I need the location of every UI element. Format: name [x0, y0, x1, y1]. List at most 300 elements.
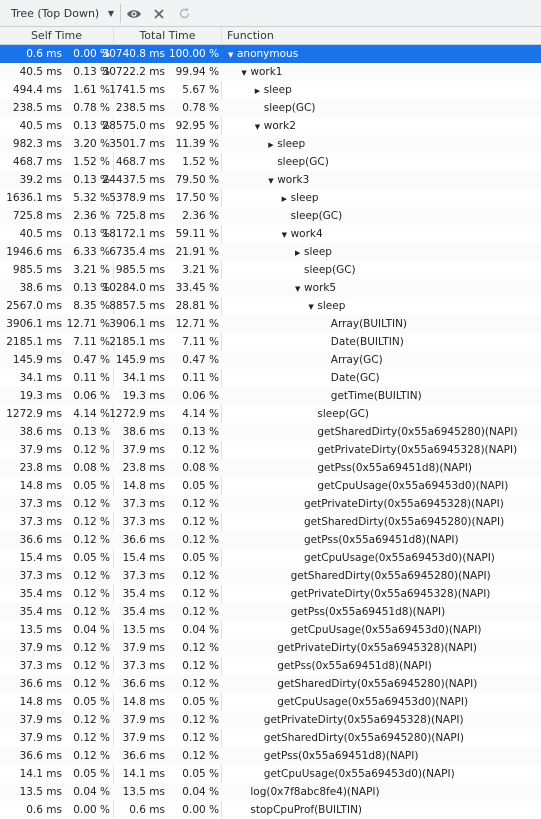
- self-time-cell: 37.9 ms: [19, 642, 62, 654]
- function-cell: [322, 315, 407, 333]
- function-name: sleep(GC): [263, 102, 316, 114]
- self-percent-cell: 3.20 %: [73, 138, 110, 150]
- function-name: getCpuUsage(0x55a69453d0)(NAPI): [304, 552, 495, 564]
- self-time-cell: 0.6 ms: [26, 804, 62, 816]
- self-percent-cell: 5.32 %: [73, 192, 110, 204]
- self-percent-cell: 0.12 %: [73, 714, 110, 726]
- self-percent-cell: 0.12 %: [73, 606, 110, 618]
- function-cell: [295, 513, 504, 531]
- total-time-cell: 24437.5 ms: [102, 174, 165, 186]
- function-name: getPss(0x55a69451d8)(NAPI): [304, 534, 459, 546]
- total-percent-cell: 0.05 %: [182, 768, 219, 780]
- exclude-button[interactable]: [149, 4, 169, 23]
- self-percent-cell: 0.12 %: [73, 588, 110, 600]
- table-row[interactable]: [0, 81, 541, 99]
- total-time-cell: 13.5 ms: [122, 786, 165, 798]
- function-cell: [295, 495, 504, 513]
- total-percent-cell: 100.00 %: [168, 48, 219, 60]
- chevron-down-icon: ▼: [107, 9, 115, 18]
- function-cell: [282, 621, 482, 639]
- self-percent-cell: 0.13 %: [73, 120, 110, 132]
- function-cell: [308, 441, 517, 459]
- table-row[interactable]: [0, 207, 541, 225]
- total-percent-cell: 0.04 %: [182, 624, 219, 636]
- close-icon: [153, 8, 165, 20]
- function-cell: [255, 729, 464, 747]
- function-cell: [295, 531, 459, 549]
- function-cell: [255, 747, 419, 765]
- self-time-cell: 2185.1 ms: [6, 336, 62, 348]
- total-percent-cell: 0.04 %: [182, 786, 219, 798]
- total-percent-cell: 0.12 %: [182, 678, 219, 690]
- total-percent-cell: 4.14 %: [182, 408, 219, 420]
- function-name: sleep: [263, 84, 292, 96]
- self-time-cell: 982.3 ms: [12, 138, 62, 150]
- focus-button[interactable]: [124, 4, 144, 23]
- self-percent-cell: 0.06 %: [73, 390, 110, 402]
- table-row[interactable]: [0, 459, 541, 477]
- total-percent-cell: 0.12 %: [182, 498, 219, 510]
- table-row[interactable]: [0, 45, 541, 63]
- function-name: sleep(GC): [304, 264, 356, 276]
- function-name: getPrivateDirty(0x55a6945328)(NAPI): [277, 642, 477, 654]
- total-time-cell: 37.3 ms: [122, 498, 165, 510]
- total-time-cell: 30722.2 ms: [102, 66, 165, 78]
- function-name: sleep(GC): [317, 408, 370, 420]
- self-time-cell: 14.8 ms: [19, 480, 62, 492]
- self-time-cell: 14.1 ms: [19, 768, 62, 780]
- collapse-triangle-icon[interactable]: ▶: [281, 195, 287, 203]
- total-time-cell: 37.3 ms: [122, 570, 165, 582]
- total-percent-cell: 0.05 %: [182, 552, 219, 564]
- self-percent-cell: 8.35 %: [73, 300, 110, 312]
- total-percent-cell: 3.21 %: [182, 264, 219, 276]
- total-time-cell: 1272.9 ms: [109, 408, 165, 420]
- self-percent-cell: 0.08 %: [73, 462, 110, 474]
- function-name: getCpuUsage(0x55a69453d0)(NAPI): [290, 624, 482, 636]
- function-name: Date(GC): [330, 372, 380, 384]
- function-name: getPss(0x55a69451d8)(NAPI): [263, 750, 419, 762]
- self-percent-cell: 0.00 %: [73, 804, 110, 816]
- table-row[interactable]: [0, 117, 541, 135]
- function-cell: [282, 225, 323, 243]
- total-time-cell: 13.5 ms: [122, 624, 165, 636]
- self-time-cell: 38.6 ms: [19, 282, 62, 294]
- self-time-cell: 38.6 ms: [19, 426, 62, 438]
- total-percent-cell: 0.12 %: [182, 588, 219, 600]
- self-time-cell: 37.9 ms: [19, 444, 62, 456]
- self-percent-cell: 0.13 %: [73, 426, 110, 438]
- function-cell: [308, 477, 508, 495]
- table-row[interactable]: [0, 153, 541, 171]
- function-name: work3: [277, 174, 310, 186]
- total-time-cell: 8857.5 ms: [109, 300, 165, 312]
- total-time-cell: 37.9 ms: [122, 642, 165, 654]
- total-percent-cell: 0.12 %: [182, 714, 219, 726]
- self-percent-cell: 0.12 %: [73, 732, 110, 744]
- function-name: sleep(GC): [290, 210, 343, 222]
- self-percent-cell: 0.11 %: [73, 372, 110, 384]
- self-time-cell: 37.3 ms: [19, 498, 62, 510]
- function-name: sleep: [317, 300, 346, 312]
- total-percent-cell: 0.12 %: [182, 750, 219, 762]
- table-row[interactable]: [0, 351, 541, 369]
- function-cell: [322, 351, 383, 369]
- collapse-triangle-icon[interactable]: ▶: [268, 141, 274, 149]
- self-time-cell: 13.5 ms: [19, 624, 62, 636]
- total-percent-cell: 0.47 %: [182, 354, 219, 366]
- total-time-cell: 10284.0 ms: [102, 282, 165, 294]
- total-time-cell: 985.5 ms: [115, 264, 165, 276]
- table-row[interactable]: [0, 261, 541, 279]
- function-name: sleep: [290, 192, 319, 204]
- self-percent-cell: 0.13 %: [73, 66, 110, 78]
- total-time-cell: 35.4 ms: [122, 606, 165, 618]
- self-time-cell: 40.5 ms: [19, 228, 62, 240]
- total-percent-cell: 0.12 %: [182, 570, 219, 582]
- total-time-header[interactable]: Total Time: [139, 29, 196, 42]
- self-time-cell: 14.8 ms: [19, 696, 62, 708]
- function-name: getPss(0x55a69451d8)(NAPI): [317, 462, 473, 474]
- total-percent-cell: 0.11 %: [182, 372, 219, 384]
- self-percent-cell: 0.04 %: [73, 786, 110, 798]
- total-percent-cell: 5.67 %: [182, 84, 219, 96]
- table-row[interactable]: [0, 279, 541, 297]
- self-percent-cell: 0.05 %: [73, 768, 110, 780]
- refresh-icon: [178, 7, 191, 20]
- function-name: Array(BUILTIN): [330, 318, 408, 330]
- total-time-cell: 19.3 ms: [122, 390, 165, 402]
- function-name: log(0x7f8abc8fe4)(NAPI): [250, 786, 380, 798]
- total-time-cell: 5378.9 ms: [109, 192, 165, 204]
- function-cell: [282, 567, 491, 585]
- total-time-cell: 14.1 ms: [122, 768, 165, 780]
- function-cell: [295, 261, 356, 279]
- self-percent-cell: 0.12 %: [73, 642, 110, 654]
- total-time-cell: 18172.1 ms: [102, 228, 165, 240]
- table-row[interactable]: [0, 603, 541, 621]
- self-percent-cell: 12.71 %: [66, 318, 110, 330]
- total-time-cell: 0.6 ms: [129, 804, 165, 816]
- function-cell: [295, 279, 336, 297]
- total-percent-cell: 0.12 %: [182, 516, 219, 528]
- self-time-cell: 36.6 ms: [19, 534, 62, 546]
- function-name: getPrivateDirty(0x55a6945328)(NAPI): [317, 444, 518, 456]
- self-percent-cell: 0.05 %: [73, 480, 110, 492]
- function-cell: [322, 333, 404, 351]
- table-row[interactable]: [0, 747, 541, 765]
- collapse-triangle-icon[interactable]: ▶: [254, 87, 261, 95]
- function-cell: [241, 783, 379, 801]
- function-name: work5: [304, 282, 337, 294]
- table-row[interactable]: [0, 495, 541, 513]
- expand-triangle-icon[interactable]: ▼: [308, 303, 314, 311]
- table-row[interactable]: [0, 297, 541, 315]
- total-time-cell: 1741.5 ms: [109, 84, 165, 96]
- table-row[interactable]: [0, 675, 541, 693]
- total-percent-cell: 0.78 %: [182, 102, 219, 114]
- function-name: getCpuUsage(0x55a69453d0)(NAPI): [277, 696, 469, 708]
- self-time-cell: 23.8 ms: [19, 462, 62, 474]
- table-row[interactable]: [0, 801, 541, 819]
- total-time-cell: 14.8 ms: [122, 696, 165, 708]
- collapse-triangle-icon[interactable]: ▶: [295, 249, 301, 257]
- table-row[interactable]: [0, 225, 541, 243]
- total-time-cell: 2185.1 ms: [109, 336, 165, 348]
- self-time-cell: 15.4 ms: [19, 552, 62, 564]
- table-row[interactable]: [0, 405, 541, 423]
- total-time-cell: 14.8 ms: [122, 480, 165, 492]
- function-cell: [295, 549, 495, 567]
- total-time-cell: 145.9 ms: [115, 354, 165, 366]
- table-row[interactable]: [0, 783, 541, 801]
- function-cell: [255, 765, 455, 783]
- self-time-cell: 238.5 ms: [12, 102, 62, 114]
- table-row[interactable]: [0, 711, 541, 729]
- total-percent-cell: 0.05 %: [182, 696, 219, 708]
- function-cell: [228, 45, 298, 63]
- function-cell: [268, 153, 329, 171]
- total-time-cell: 38.6 ms: [122, 426, 165, 438]
- self-time-cell: 37.9 ms: [19, 714, 62, 726]
- total-time-cell: 37.9 ms: [122, 732, 165, 744]
- function-name: getSharedDirty(0x55a6945280)(NAPI): [304, 516, 505, 528]
- table-row[interactable]: [0, 171, 541, 189]
- total-time-cell: 37.3 ms: [122, 660, 165, 672]
- total-time-cell: 6735.4 ms: [109, 246, 165, 258]
- table-row[interactable]: [0, 567, 541, 585]
- total-percent-cell: 7.11 %: [182, 336, 219, 348]
- total-time-cell: 28575.0 ms: [102, 120, 165, 132]
- total-percent-cell: 79.50 %: [175, 174, 219, 186]
- function-name: getSharedDirty(0x55a6945280)(NAPI): [290, 570, 491, 582]
- total-percent-cell: 0.12 %: [182, 660, 219, 672]
- expand-triangle-icon[interactable]: ▼: [295, 285, 301, 293]
- total-percent-cell: 21.91 %: [175, 246, 219, 258]
- function-cell: [255, 117, 296, 135]
- eye-icon: [126, 8, 142, 20]
- self-time-cell: 0.6 ms: [26, 48, 62, 60]
- table-row[interactable]: [0, 513, 541, 531]
- self-percent-cell: 1.52 %: [73, 156, 110, 168]
- self-percent-cell: 0.12 %: [73, 516, 110, 528]
- self-time-cell: 468.7 ms: [12, 156, 62, 168]
- self-time-cell: 37.3 ms: [19, 570, 62, 582]
- table-row[interactable]: [0, 765, 541, 783]
- function-cell: [268, 171, 309, 189]
- self-time-cell: 37.9 ms: [19, 732, 62, 744]
- self-time-cell: 37.3 ms: [19, 660, 62, 672]
- function-name: getPrivateDirty(0x55a6945328)(NAPI): [263, 714, 464, 726]
- function-cell: [268, 657, 432, 675]
- total-percent-cell: 28.81 %: [175, 300, 219, 312]
- function-name: work2: [263, 120, 296, 132]
- self-percent-cell: 3.21 %: [73, 264, 110, 276]
- total-time-cell: 36.6 ms: [122, 750, 165, 762]
- function-name: Date(BUILTIN): [330, 336, 404, 348]
- expand-triangle-icon[interactable]: ▼: [241, 69, 247, 77]
- table-row[interactable]: [0, 369, 541, 387]
- total-time-cell: 725.8 ms: [115, 210, 165, 222]
- table-row[interactable]: [0, 549, 541, 567]
- function-name: sleep: [277, 138, 306, 150]
- function-cell: [322, 369, 380, 387]
- total-percent-cell: 0.00 %: [182, 804, 219, 816]
- function-name: getTime(BUILTIN): [330, 390, 422, 402]
- self-percent-cell: 0.12 %: [73, 678, 110, 690]
- self-time-cell: 145.9 ms: [12, 354, 62, 366]
- function-name: getPss(0x55a69451d8)(NAPI): [290, 606, 446, 618]
- expand-triangle-icon[interactable]: ▼: [254, 123, 261, 131]
- function-header[interactable]: Function: [227, 29, 274, 42]
- self-time-cell: 37.3 ms: [19, 516, 62, 528]
- table-row[interactable]: [0, 531, 541, 549]
- toolbar: [0, 0, 541, 27]
- table-row[interactable]: [0, 423, 541, 441]
- function-cell: [308, 459, 472, 477]
- total-time-cell: 3906.1 ms: [109, 318, 165, 330]
- function-cell: [268, 135, 305, 153]
- function-cell: [308, 405, 369, 423]
- function-name: stopCpuProf(BUILTIN): [250, 804, 363, 816]
- total-time-cell: 37.9 ms: [122, 714, 165, 726]
- function-name: work1: [250, 66, 283, 78]
- function-name: getCpuUsage(0x55a69453d0)(NAPI): [317, 480, 509, 492]
- function-cell: [255, 99, 316, 117]
- table-row[interactable]: [0, 621, 541, 639]
- self-time-cell: 39.2 ms: [19, 174, 62, 186]
- self-time-cell: 494.4 ms: [12, 84, 62, 96]
- self-percent-cell: 0.12 %: [73, 498, 110, 510]
- total-percent-cell: 0.12 %: [182, 642, 219, 654]
- function-name: getSharedDirty(0x55a6945280)(NAPI): [263, 732, 464, 744]
- self-time-cell: 40.5 ms: [19, 120, 62, 132]
- total-percent-cell: 33.45 %: [175, 282, 219, 294]
- total-time-cell: 15.4 ms: [122, 552, 165, 564]
- function-name: getPss(0x55a69451d8)(NAPI): [277, 660, 432, 672]
- self-percent-cell: 0.12 %: [73, 444, 110, 456]
- function-name: getPrivateDirty(0x55a6945328)(NAPI): [304, 498, 504, 510]
- self-percent-cell: 0.13 %: [73, 282, 110, 294]
- table-row[interactable]: [0, 333, 541, 351]
- function-name: anonymous: [237, 48, 299, 60]
- table-row[interactable]: [0, 189, 541, 207]
- total-percent-cell: 99.94 %: [175, 66, 219, 78]
- self-percent-cell: 0.47 %: [73, 354, 110, 366]
- table-row[interactable]: [0, 135, 541, 153]
- function-name: sleep: [304, 246, 332, 258]
- self-time-cell: 985.5 ms: [12, 264, 62, 276]
- total-time-cell: 3501.7 ms: [109, 138, 165, 150]
- function-name: getSharedDirty(0x55a6945280)(NAPI): [317, 426, 518, 438]
- self-percent-cell: 0.04 %: [73, 624, 110, 636]
- total-time-cell: 36.6 ms: [122, 678, 165, 690]
- self-percent-cell: 2.36 %: [73, 210, 110, 222]
- total-percent-cell: 0.08 %: [182, 462, 219, 474]
- function-cell: [241, 63, 282, 81]
- function-cell: [255, 711, 464, 729]
- total-time-cell: 238.5 ms: [115, 102, 165, 114]
- self-percent-cell: 0.78 %: [73, 102, 110, 114]
- call-tree-body: [0, 45, 541, 819]
- total-percent-cell: 59.11 %: [175, 228, 219, 240]
- expand-triangle-icon[interactable]: ▼: [281, 231, 287, 239]
- view-mode-label: Tree (Top Down): [11, 7, 100, 20]
- restore-button[interactable]: [174, 4, 194, 23]
- function-cell: [282, 189, 319, 207]
- self-percent-cell: 0.13 %: [73, 228, 110, 240]
- total-percent-cell: 1.52 %: [182, 156, 219, 168]
- total-time-cell: 37.3 ms: [122, 516, 165, 528]
- self-percent-cell: 6.33 %: [73, 246, 110, 258]
- self-time-cell: 36.6 ms: [19, 678, 62, 690]
- table-row[interactable]: [0, 315, 541, 333]
- table-row[interactable]: [0, 639, 541, 657]
- self-time-cell: 35.4 ms: [19, 606, 62, 618]
- self-time-cell: 2567.0 ms: [6, 300, 62, 312]
- total-percent-cell: 2.36 %: [182, 210, 219, 222]
- self-time-cell: 725.8 ms: [12, 210, 62, 222]
- table-row[interactable]: [0, 693, 541, 711]
- column-header-row: [0, 27, 541, 45]
- total-percent-cell: 0.06 %: [182, 390, 219, 402]
- self-percent-cell: 0.12 %: [73, 570, 110, 582]
- function-cell: [282, 585, 491, 603]
- self-time-cell: 1272.9 ms: [6, 408, 62, 420]
- self-time-cell: 1636.1 ms: [6, 192, 62, 204]
- self-percent-cell: 0.05 %: [73, 696, 110, 708]
- self-percent-cell: 1.61 %: [73, 84, 110, 96]
- table-row[interactable]: [0, 63, 541, 81]
- function-cell: [308, 423, 517, 441]
- self-time-cell: 34.1 ms: [19, 372, 62, 384]
- total-percent-cell: 0.12 %: [182, 444, 219, 456]
- function-cell: [322, 387, 422, 405]
- total-time-cell: 36.6 ms: [122, 534, 165, 546]
- table-row[interactable]: [0, 387, 541, 405]
- self-percent-cell: 0.12 %: [73, 660, 110, 672]
- total-time-cell: 34.1 ms: [122, 372, 165, 384]
- total-time-cell: 30740.8 ms: [102, 48, 165, 60]
- table-row[interactable]: [0, 657, 541, 675]
- toolbar-divider: [120, 4, 121, 23]
- table-row[interactable]: [0, 729, 541, 747]
- expand-triangle-icon[interactable]: ▼: [268, 177, 274, 185]
- table-row[interactable]: [0, 585, 541, 603]
- self-percent-cell: 7.11 %: [73, 336, 110, 348]
- function-cell: [282, 603, 446, 621]
- function-name: work4: [290, 228, 323, 240]
- total-percent-cell: 0.13 %: [182, 426, 219, 438]
- table-row[interactable]: [0, 243, 541, 261]
- self-percent-cell: 0.12 %: [73, 750, 110, 762]
- expand-triangle-icon[interactable]: ▼: [228, 51, 234, 59]
- table-row[interactable]: [0, 441, 541, 459]
- total-percent-cell: 12.71 %: [175, 318, 219, 330]
- function-cell: [255, 81, 292, 99]
- self-time-cell: 3906.1 ms: [6, 318, 62, 330]
- table-row[interactable]: [0, 99, 541, 117]
- view-mode-select[interactable]: [5, 4, 117, 23]
- self-percent-cell: 0.12 %: [73, 534, 110, 546]
- table-row[interactable]: [0, 477, 541, 495]
- total-percent-cell: 92.95 %: [175, 120, 219, 132]
- function-name: getSharedDirty(0x55a6945280)(NAPI): [277, 678, 478, 690]
- self-percent-cell: 4.14 %: [73, 408, 110, 420]
- total-percent-cell: 11.39 %: [175, 138, 219, 150]
- self-time-header[interactable]: Self Time: [30, 29, 83, 42]
- self-percent-cell: 0.00 %: [73, 48, 110, 60]
